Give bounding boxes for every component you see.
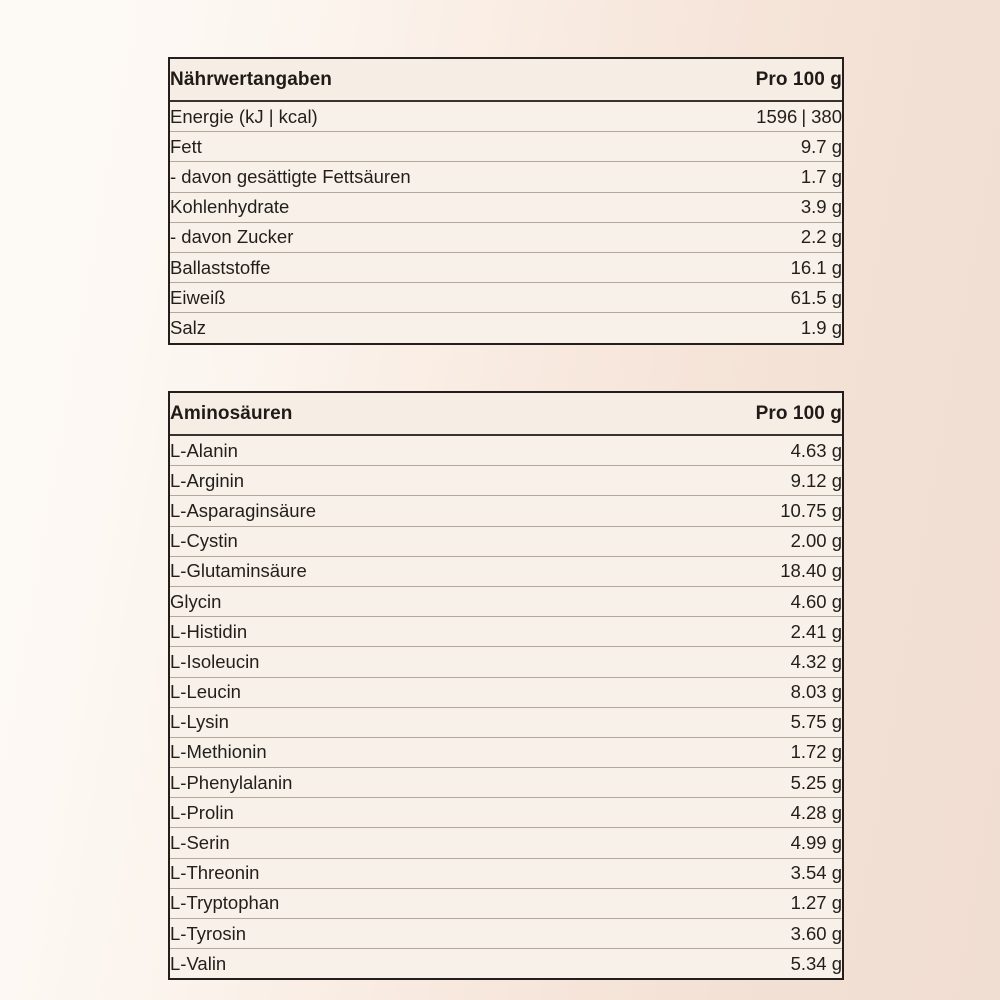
table-row — [170, 313, 842, 343]
table-row — [170, 526, 842, 556]
table-row — [170, 737, 842, 767]
table-row — [170, 435, 842, 466]
table-row — [170, 707, 842, 737]
row-value: 1.7 g — [627, 162, 842, 192]
row-value: 16.1 g — [627, 252, 842, 282]
row-value: 5.34 g — [627, 949, 842, 979]
row-label: L-Cystin — [170, 526, 627, 556]
row-value: 3.60 g — [627, 919, 842, 949]
row-label: L-Phenylalanin — [170, 768, 627, 798]
row-value: 4.60 g — [627, 586, 842, 616]
nutrition-table-grid — [170, 59, 842, 343]
table-row — [170, 132, 842, 162]
row-value: 1.72 g — [627, 737, 842, 767]
row-label: L-Tryptophan — [170, 888, 627, 918]
row-value: 4.32 g — [627, 647, 842, 677]
row-label: L-Lysin — [170, 707, 627, 737]
table-row — [170, 828, 842, 858]
row-label: L-Glutaminsäure — [170, 556, 627, 586]
row-label: L-Arginin — [170, 466, 627, 496]
row-value: 4.63 g — [790, 439, 842, 461]
table-row — [170, 556, 842, 586]
amino-table-body — [170, 435, 842, 978]
nutrition-facts-table — [168, 57, 844, 345]
table-row — [170, 192, 842, 222]
table-row — [170, 949, 842, 979]
table-row — [170, 617, 842, 647]
table-row — [170, 586, 842, 616]
row-label: Glycin — [170, 586, 627, 616]
row-label: L-Methionin — [170, 737, 627, 767]
row-value: 1.9 g — [627, 313, 842, 343]
row-label: Fett — [170, 132, 627, 162]
table-row — [170, 677, 842, 707]
row-value: 1.27 g — [627, 888, 842, 918]
table-row — [170, 888, 842, 918]
table-row — [170, 252, 842, 282]
row-label: L-Isoleucin — [170, 647, 627, 677]
nutrition-table-header — [170, 59, 842, 101]
nutrition-header-label: Nährwertangaben — [170, 59, 627, 101]
row-value: 2.2 g — [627, 222, 842, 252]
table-row — [170, 798, 842, 828]
row-value: 2.41 g — [627, 617, 842, 647]
row-value: 4.28 g — [627, 798, 842, 828]
row-label: Kohlenhydrate — [170, 192, 627, 222]
row-value: 3.9 g — [627, 192, 842, 222]
row-value: 5.75 g — [627, 707, 842, 737]
row-label: L-Tyrosin — [170, 919, 627, 949]
row-label: - davon gesättigte Fettsäuren — [170, 162, 627, 192]
row-value: 18.40 g — [627, 556, 842, 586]
row-label: L-Leucin — [170, 677, 627, 707]
row-value: 9.7 g — [627, 132, 842, 162]
row-value: 9.12 g — [627, 466, 842, 496]
table-row — [170, 162, 842, 192]
table-header-row — [170, 59, 842, 101]
amino-header-label: Aminosäuren — [170, 393, 627, 435]
amino-acids-table — [168, 391, 844, 980]
row-value: 1596 | 380 — [756, 105, 842, 127]
row-label: L-Valin — [170, 949, 627, 979]
table-row — [170, 466, 842, 496]
row-label: Eiweiß — [170, 283, 627, 313]
row-label: L-Threonin — [170, 858, 627, 888]
table-header-row — [170, 393, 842, 435]
row-value: 2.00 g — [627, 526, 842, 556]
row-value: 61.5 g — [627, 283, 842, 313]
nutrition-header-value: Pro 100 g — [627, 59, 842, 101]
table-row — [170, 858, 842, 888]
table-row — [170, 919, 842, 949]
table-row — [170, 768, 842, 798]
table-row — [170, 647, 842, 677]
row-value: 3.54 g — [627, 858, 842, 888]
row-label: L-Alanin — [170, 439, 238, 461]
nutrition-table-body — [170, 101, 842, 343]
row-label: L-Histidin — [170, 617, 627, 647]
row-label: L-Asparaginsäure — [170, 496, 627, 526]
row-value: 5.25 g — [627, 768, 842, 798]
row-label: Energie (kJ | kcal) — [170, 105, 318, 127]
row-value: 10.75 g — [627, 496, 842, 526]
row-label: - davon Zucker — [170, 222, 627, 252]
amino-table-grid — [170, 393, 842, 978]
row-label: L-Prolin — [170, 798, 627, 828]
table-row — [170, 496, 842, 526]
value-separator: | — [801, 105, 807, 127]
row-label: Ballaststoffe — [170, 252, 627, 282]
table-row — [170, 101, 842, 132]
row-label: Salz — [170, 313, 627, 343]
row-value: 8.03 g — [627, 677, 842, 707]
table-row — [170, 283, 842, 313]
row-value: 4.99 g — [627, 828, 842, 858]
amino-header-value: Pro 100 g — [627, 393, 842, 435]
row-label: L-Serin — [170, 828, 627, 858]
amino-table-header — [170, 393, 842, 435]
table-row — [170, 222, 842, 252]
